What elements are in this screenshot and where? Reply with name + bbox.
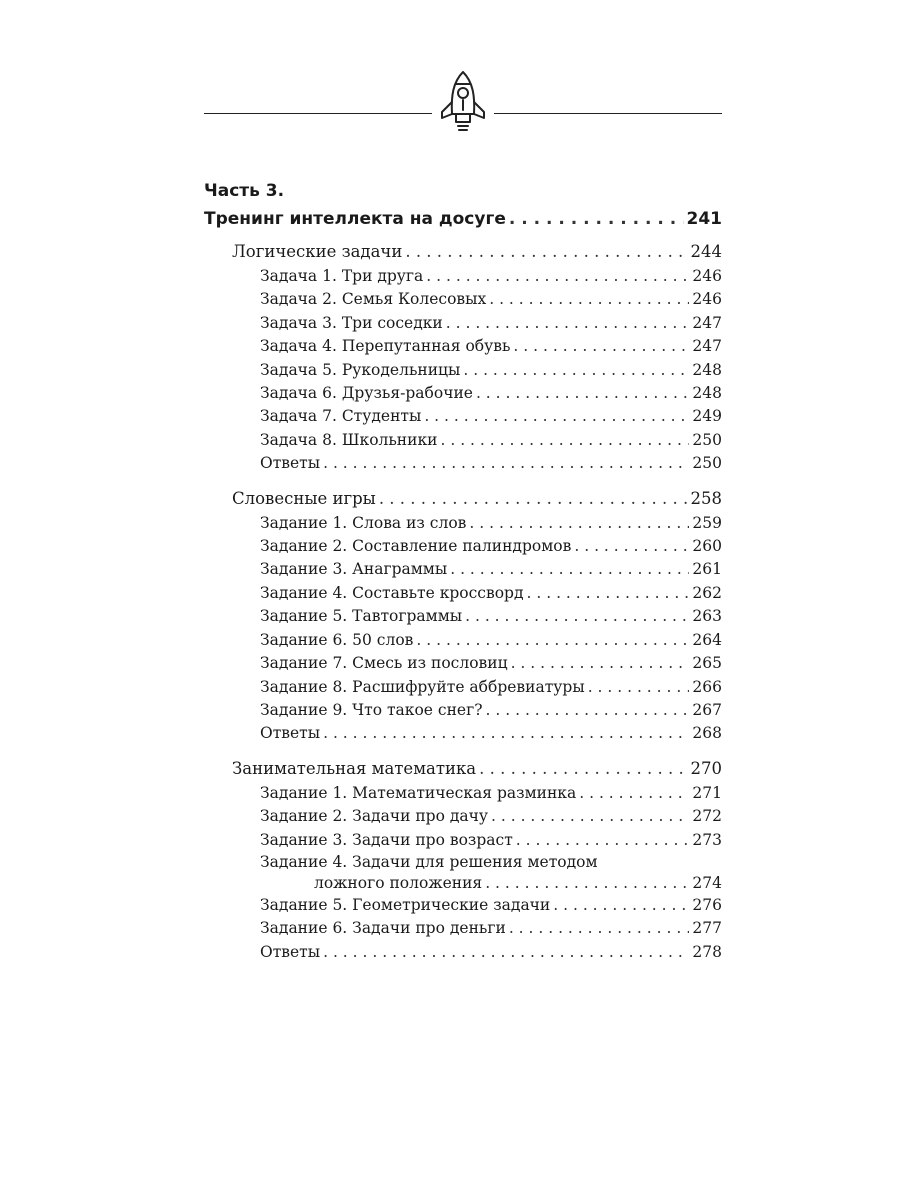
table-of-contents [204, 177, 722, 964]
item-title: Задача 6. Друзья-рабочие [260, 384, 473, 403]
dot-leader [509, 917, 690, 940]
item-page: 268 [692, 724, 722, 743]
header-rule-right [494, 113, 722, 114]
item-title: Задача 2. Семья Колесовых [260, 290, 487, 309]
item-page: 248 [692, 384, 722, 403]
dot-leader [511, 652, 690, 675]
dot-leader [463, 359, 689, 382]
toc-item[interactable] [204, 894, 722, 917]
dot-leader [441, 429, 690, 452]
item-page: 265 [692, 654, 722, 673]
item-title: Задание 6. 50 слов [260, 630, 414, 649]
toc-item[interactable] [204, 335, 722, 358]
section-page: 244 [690, 242, 722, 261]
dot-leader [513, 335, 689, 358]
toc-item[interactable] [204, 405, 722, 428]
item-title: Задание 4. Задачи для решения методом [260, 852, 598, 871]
header-rule-left [204, 113, 432, 114]
section-title: Занимательная математика [232, 758, 477, 778]
part-label: Часть 3. [204, 181, 285, 201]
item-page: 263 [692, 607, 722, 626]
section-entry[interactable] [204, 486, 722, 512]
dot-leader [405, 239, 687, 265]
item-page: 277 [692, 919, 722, 938]
item-title: Ответы [260, 942, 321, 961]
item-title: Задача 4. Перепутанная обувь [260, 337, 511, 356]
dot-leader [450, 558, 689, 581]
section-page: 270 [690, 758, 722, 778]
dot-leader [516, 829, 690, 852]
dot-leader [465, 605, 689, 628]
item-page: 264 [692, 630, 722, 649]
item-title: Задача 1. Три друга [260, 267, 424, 285]
item-title: Задача 8. Школьники [260, 430, 438, 449]
dot-leader [476, 382, 689, 405]
toc-item[interactable] [204, 512, 722, 535]
item-title: Задание 6. Задачи про деньги [260, 919, 506, 938]
dot-leader [323, 941, 689, 964]
item-page: 260 [692, 537, 722, 556]
item-title: Задание 2. Составление палиндромов [260, 537, 572, 556]
item-page: 247 [692, 337, 722, 356]
dot-leader [588, 676, 690, 699]
item-page: 248 [692, 360, 722, 379]
toc-item[interactable] [204, 558, 722, 581]
toc-item-multiline[interactable] [204, 852, 722, 894]
item-page: 266 [692, 677, 722, 696]
dot-leader [469, 512, 689, 535]
section-title: Словесные игры [232, 488, 376, 508]
item-page: 259 [692, 513, 722, 532]
rocket-icon [434, 66, 492, 146]
dot-leader [579, 782, 689, 805]
toc-item[interactable] [204, 312, 722, 335]
toc-item[interactable] [204, 605, 722, 628]
dot-leader [553, 894, 689, 917]
section-entry[interactable] [204, 756, 722, 782]
toc-item[interactable] [204, 535, 722, 558]
toc-item[interactable] [204, 288, 722, 311]
toc-item[interactable] [204, 941, 722, 964]
item-page: 249 [692, 407, 722, 426]
item-title: Задание 9. Что такое снег? [260, 700, 483, 719]
item-title: Ответы [260, 724, 321, 743]
item-title: Задание 4. Составьте кроссворд [260, 583, 524, 602]
item-page: 271 [692, 783, 722, 802]
item-page: 250 [692, 430, 722, 449]
toc-item[interactable] [204, 805, 722, 828]
dot-leader [527, 582, 690, 605]
item-title: Задание 5. Геометрические задачи [260, 895, 551, 914]
page-header [204, 66, 722, 146]
dot-leader [489, 288, 689, 311]
item-title: Задание 3. Задачи про возраст [260, 830, 513, 849]
item-title: Задача 3. Три соседки [260, 313, 443, 332]
dot-leader [426, 265, 689, 288]
toc-item[interactable] [204, 722, 722, 745]
dot-leader [446, 312, 690, 335]
dot-leader [424, 405, 689, 428]
dot-leader [486, 699, 690, 722]
section-title: Логические задачи [232, 242, 403, 261]
item-page: 250 [692, 454, 722, 473]
toc-item[interactable] [204, 917, 722, 940]
item-page: 278 [692, 942, 722, 961]
section-entry[interactable] [204, 239, 722, 265]
item-page: 247 [692, 313, 722, 332]
item-title: Задание 1. Математическая разминка [260, 783, 577, 802]
item-page: 272 [692, 807, 722, 826]
toc-item[interactable] [204, 652, 722, 675]
toc-item[interactable] [204, 699, 722, 722]
dot-leader [485, 873, 689, 894]
item-page: 274 [692, 873, 722, 892]
item-continuation [260, 873, 722, 894]
item-page: 267 [692, 700, 722, 719]
dot-leader [323, 452, 689, 475]
item-title: Задание 3. Анаграммы [260, 560, 448, 579]
item-title: Задание 1. Слова из слов [260, 513, 467, 532]
toc-item[interactable] [204, 676, 722, 699]
dot-leader [323, 722, 689, 745]
toc-item[interactable] [204, 782, 722, 805]
toc-item[interactable] [204, 582, 722, 605]
entry-page: 241 [686, 209, 722, 229]
dot-leader [379, 486, 688, 512]
part-title-entry[interactable] [204, 205, 722, 233]
item-title: Задание 8. Расшифруйте аббревиатуры [260, 677, 585, 696]
item-page: 276 [692, 895, 722, 914]
item-title: Задача 7. Студенты [260, 407, 422, 426]
dot-leader [479, 756, 687, 782]
toc-item[interactable] [204, 265, 722, 288]
toc-item[interactable] [204, 429, 722, 452]
toc-item[interactable] [204, 382, 722, 405]
entry-title: Тренинг интеллекта на досуге [204, 209, 506, 229]
item-title: Ответы [260, 454, 321, 473]
item-title-continued: ложного положения [314, 873, 483, 892]
dot-leader [416, 629, 689, 652]
toc-item[interactable] [204, 629, 722, 652]
dot-leader [574, 535, 689, 558]
toc-item[interactable] [204, 359, 722, 382]
item-page: 246 [692, 267, 722, 285]
toc-item[interactable] [204, 829, 722, 852]
item-title: Задание 2. Задачи про дачу [260, 807, 489, 826]
toc-item[interactable] [204, 452, 722, 475]
item-page: 262 [692, 583, 722, 602]
dot-leader [509, 205, 684, 233]
dot-leader [491, 805, 689, 828]
item-page: 246 [692, 290, 722, 309]
item-title: Задание 7. Смесь из пословиц [260, 654, 508, 673]
section-page: 258 [690, 488, 722, 508]
item-title: Задача 5. Рукодельницы [260, 360, 461, 379]
item-page: 261 [692, 560, 722, 579]
item-page: 273 [692, 830, 722, 849]
item-title: Задание 5. Тавтограммы [260, 607, 463, 626]
